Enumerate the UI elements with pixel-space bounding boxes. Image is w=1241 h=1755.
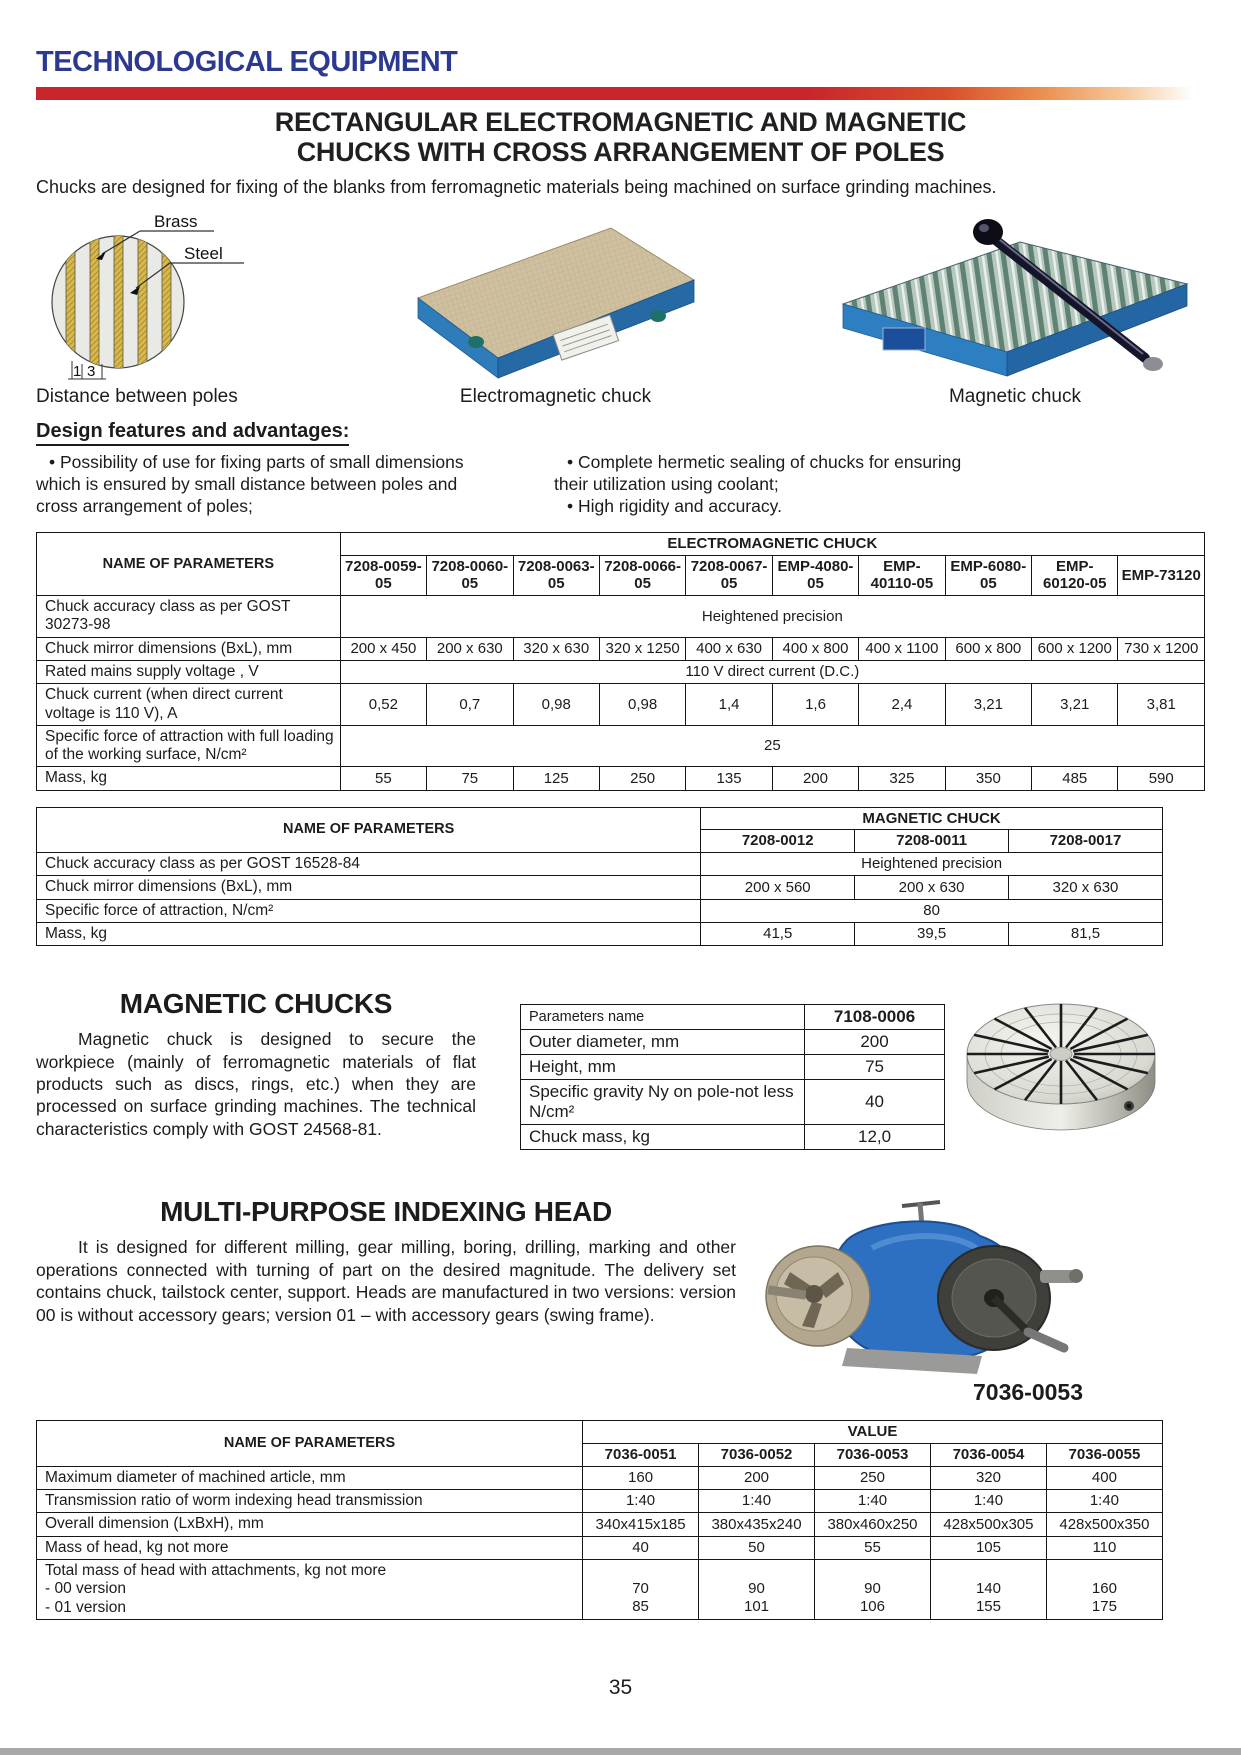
table-header-cell: Parameters name xyxy=(521,1005,805,1030)
magnetic-chucks-description: Magnetic chuck is designed to secure the workpiece (mainly of ferromagnetic materials of flat products such as discs, rings, etc.) when they are processed on surface grinding machines. The technical characteristics comply with GOST 24568-81. xyxy=(36,1029,476,1139)
table-header-cell: NAME OF PARAMETERS xyxy=(37,1421,583,1466)
table-cell: 81,5 xyxy=(1009,922,1163,945)
table-cell: Mass of head, kg not more xyxy=(37,1536,583,1559)
table-header-cell: EMP-73120 xyxy=(1118,555,1205,595)
table-header-cell: 7208-0060-05 xyxy=(427,555,513,595)
table-header-cell: 7208-0063-05 xyxy=(513,555,599,595)
indexing-head-figure xyxy=(752,1188,1087,1406)
table-cell: 105 xyxy=(930,1536,1046,1559)
table-header-cell: 7036-0055 xyxy=(1046,1444,1162,1467)
table-cell: 1:40 xyxy=(815,1490,931,1513)
table-cell: Heightened precision xyxy=(340,596,1204,638)
table-cell: 400 xyxy=(1046,1466,1162,1489)
table-cell: 55 xyxy=(815,1536,931,1559)
table-cell: Overall dimension (LxBxH), mm xyxy=(37,1513,583,1536)
table-header-cell: EMP-4080-05 xyxy=(772,555,858,595)
table-cell: 75 xyxy=(427,767,513,790)
table-cell: 41,5 xyxy=(701,922,855,945)
table-cell: Chuck accuracy class as per GOST 30273-98 xyxy=(37,596,341,638)
scan-edge xyxy=(0,1748,1241,1755)
table-cell: 40 xyxy=(805,1080,945,1125)
poles-caption: Distance between poles xyxy=(36,386,238,408)
table-cell: 200 x 630 xyxy=(427,637,513,660)
table-cell: 0,98 xyxy=(513,684,599,726)
table-cell: 1:40 xyxy=(583,1490,699,1513)
table-cell: 90 106 xyxy=(815,1559,931,1619)
table-cell: 75 xyxy=(805,1055,945,1080)
magnetic-chuck-figure xyxy=(825,212,1205,408)
table-header-cell: 7036-0052 xyxy=(699,1444,815,1467)
table-cell: 250 xyxy=(599,767,685,790)
table-cell: 135 xyxy=(686,767,772,790)
table-cell: 50 xyxy=(699,1536,815,1559)
table-cell: 0,7 xyxy=(427,684,513,726)
poles-diagram-figure xyxy=(36,214,286,408)
design-features-heading: Design features and advantages: xyxy=(36,420,349,446)
table-cell: 380x460x250 xyxy=(815,1513,931,1536)
table-header-cell: 7208-0011 xyxy=(855,830,1009,853)
table-cell: 400 x 1100 xyxy=(859,637,945,660)
table-header-cell: MAGNETIC CHUCK xyxy=(701,807,1163,830)
table-cell: 40 xyxy=(583,1536,699,1559)
table-cell: 110 xyxy=(1046,1536,1162,1559)
page-title-line2: CHUCKS WITH CROSS ARRANGEMENT OF POLES xyxy=(296,137,945,168)
table-cell: 320 x 1250 xyxy=(599,637,685,660)
table-header-cell: 7208-0059-05 xyxy=(340,555,426,595)
table-cell: 428x500x305 xyxy=(930,1513,1046,1536)
table-cell: Rated mains supply voltage , V xyxy=(37,661,341,684)
design-features-left-column xyxy=(36,452,488,518)
table-cell: 200 xyxy=(699,1466,815,1489)
table-cell: 340x415x185 xyxy=(583,1513,699,1536)
table-cell: Chuck mirror dimensions (BxL), mm xyxy=(37,637,341,660)
table-cell: 325 xyxy=(859,767,945,790)
table-cell: 25 xyxy=(340,725,1204,767)
table-cell: 400 x 800 xyxy=(772,637,858,660)
poles-diagram-image xyxy=(36,214,286,382)
table-cell: 0,52 xyxy=(340,684,426,726)
figures-row xyxy=(36,212,1205,408)
magnetic-chucks-section xyxy=(36,988,1205,1150)
design-features-right-column xyxy=(554,452,994,518)
table-header-cell: VALUE xyxy=(583,1421,1163,1444)
table-header-cell: 7208-0012 xyxy=(701,830,855,853)
table-header-cell: NAME OF PARAMETERS xyxy=(37,807,701,852)
page-title-line1: RECTANGULAR ELECTROMAGNETIC AND MAGNETIC xyxy=(274,107,967,137)
table-cell: 320 xyxy=(930,1466,1046,1489)
steel-label: Steel xyxy=(184,244,223,264)
brass-label: Brass xyxy=(154,214,198,232)
magnetic-chuck-caption: Magnetic chuck xyxy=(948,386,1081,408)
pole-dim-3: 3 xyxy=(87,363,96,381)
indexing-head-section xyxy=(36,1196,1205,1406)
table-cell: 3,21 xyxy=(945,684,1031,726)
intro-text: Chucks are designed for fixing of the blanks from ferromagnetic materials being machined on surface grinding machines. xyxy=(36,177,997,198)
table-cell: Specific gravity Ny on pole-not less N/cm² xyxy=(521,1080,805,1125)
table-cell: 400 x 630 xyxy=(686,637,772,660)
table-cell: 1:40 xyxy=(930,1490,1046,1513)
table-header-cell: 7208-0067-05 xyxy=(686,555,772,595)
indexing-head-title: MULTI-PURPOSE INDEXING HEAD xyxy=(160,1196,612,1228)
table-cell: 600 x 800 xyxy=(945,637,1031,660)
table-cell: 55 xyxy=(340,767,426,790)
design-feature-item: • High rigidity and accuracy. xyxy=(554,496,994,518)
table-header-cell: 7036-0054 xyxy=(930,1444,1046,1467)
table-cell: 1:40 xyxy=(699,1490,815,1513)
page-number: 35 xyxy=(608,1675,633,1699)
design-features-section xyxy=(36,420,1205,518)
table-cell: 250 xyxy=(815,1466,931,1489)
table-cell: 590 xyxy=(1118,767,1205,790)
table-cell: Chuck current (when direct current voltage is 110 V), A xyxy=(37,684,341,726)
table-header-cell: EMP-60120-05 xyxy=(1032,555,1118,595)
table-cell: 125 xyxy=(513,767,599,790)
table-cell: 3,81 xyxy=(1118,684,1205,726)
table-header-cell: 7208-0066-05 xyxy=(599,555,685,595)
indexing-head-text-block xyxy=(36,1196,736,1326)
table-cell: Chuck accuracy class as per GOST 16528-84 xyxy=(37,853,701,876)
table-cell: 485 xyxy=(1032,767,1118,790)
electromagnetic-chuck-figure xyxy=(406,220,706,408)
table-cell: Transmission ratio of worm indexing head transmission xyxy=(37,1490,583,1513)
round-magnetic-chuck-photo xyxy=(961,992,1161,1142)
table-cell: 428x500x350 xyxy=(1046,1513,1162,1536)
table-cell: 320 x 630 xyxy=(513,637,599,660)
table-cell: 200 x 630 xyxy=(855,876,1009,899)
design-feature-item: • Complete hermetic sealing of chucks for ensuring their utilization using coolant; xyxy=(554,452,994,496)
table-cell: Specific force of attraction, N/cm² xyxy=(37,899,701,922)
table-header-cell: EMP-40110-05 xyxy=(859,555,945,595)
round-chuck-table xyxy=(520,1004,945,1150)
table-cell: Heightened precision xyxy=(701,853,1163,876)
table-cell: 200 xyxy=(805,1030,945,1055)
table-cell: Outer diameter, mm xyxy=(521,1030,805,1055)
table-cell: 90 101 xyxy=(699,1559,815,1619)
table-cell: 200 x 450 xyxy=(340,637,426,660)
table-header-cell: 7208-0017 xyxy=(1009,830,1163,853)
table-cell: 2,4 xyxy=(859,684,945,726)
magnetic-chucks-title: MAGNETIC CHUCKS xyxy=(119,988,393,1020)
indexing-head-photo xyxy=(752,1188,1087,1378)
magnetic-chucks-text-block xyxy=(36,988,476,1140)
table-cell: 70 85 xyxy=(583,1559,699,1619)
table-header-cell: ELECTROMAGNETIC CHUCK xyxy=(340,533,1204,556)
table-cell: 3,21 xyxy=(1032,684,1118,726)
magnetic-chuck-table xyxy=(36,807,1163,947)
table-cell: 350 xyxy=(945,767,1031,790)
indexing-head-table xyxy=(36,1420,1163,1619)
table-cell: 160 175 xyxy=(1046,1559,1162,1619)
table-cell: 12,0 xyxy=(805,1125,945,1150)
header-rule xyxy=(36,87,1205,100)
indexing-head-model-label: 7036-0053 xyxy=(973,1379,1083,1406)
table-cell: 380x435x240 xyxy=(699,1513,815,1536)
table-header-cell: 7036-0053 xyxy=(815,1444,931,1467)
magnetic-chuck-photo xyxy=(825,212,1205,382)
table-cell: 80 xyxy=(701,899,1163,922)
table-cell: 1:40 xyxy=(1046,1490,1162,1513)
table-header-cell: EMP-6080-05 xyxy=(945,555,1031,595)
electromagnetic-chuck-photo xyxy=(406,220,706,382)
table-cell: 730 x 1200 xyxy=(1118,637,1205,660)
table-cell: 160 xyxy=(583,1466,699,1489)
table-cell: 200 x 560 xyxy=(701,876,855,899)
table-cell: 320 x 630 xyxy=(1009,876,1163,899)
table-cell: Height, mm xyxy=(521,1055,805,1080)
table-cell: 200 xyxy=(772,767,858,790)
table-cell: 140 155 xyxy=(930,1559,1046,1619)
table-cell: 39,5 xyxy=(855,922,1009,945)
table-header-cell: NAME OF PARAMETERS xyxy=(37,533,341,596)
electromagnetic-chuck-table xyxy=(36,532,1205,791)
indexing-head-description: It is designed for different milling, gear milling, boring, drilling, marking and other operations connected with turning of part on the desired magnitude. The delivery set contains chuck, tailstock center, support. Heads are manufactured in two versions: version 00 is without accessory gears; version 01 – with accessory gears (swing frame). xyxy=(36,1237,736,1325)
table-cell: Chuck mirror dimensions (BxL), mm xyxy=(37,876,701,899)
table-cell: Mass, kg xyxy=(37,922,701,945)
design-feature-item: • Possibility of use for fixing parts of small dimensions which is ensured by small distance between poles and cross arrangement of poles; xyxy=(36,452,488,518)
page-title xyxy=(36,107,1205,167)
electromagnetic-chuck-caption: Electromagnetic chuck xyxy=(459,386,652,408)
table-cell: 600 x 1200 xyxy=(1032,637,1118,660)
table-cell: 0,98 xyxy=(599,684,685,726)
table-cell: Maximum diameter of machined article, mm xyxy=(37,1466,583,1489)
table-header-cell: 7036-0051 xyxy=(583,1444,699,1467)
table-cell: Total mass of head with attachments, kg not more - 00 version - 01 version xyxy=(37,1559,583,1619)
table-cell: 1,6 xyxy=(772,684,858,726)
table-cell: Chuck mass, kg xyxy=(521,1125,805,1150)
page-header: TECHNOLOGICAL EQUIPMENT xyxy=(36,46,458,78)
table-cell: 1,4 xyxy=(686,684,772,726)
table-cell: 110 V direct current (D.C.) xyxy=(340,661,1204,684)
table-header-cell: 7108-0006 xyxy=(805,1005,945,1030)
table-cell: Specific force of attraction with full loading of the working surface, N/cm² xyxy=(37,725,341,767)
table-cell: Mass, kg xyxy=(37,767,341,790)
pole-dim-1: 1 xyxy=(73,363,82,381)
